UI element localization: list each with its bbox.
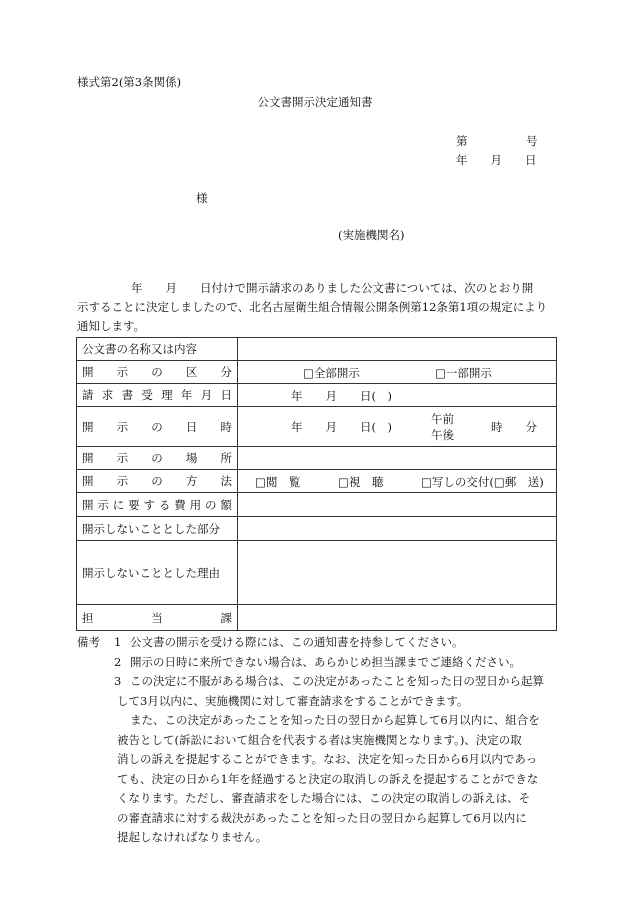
value-document-name[interactable]: [238, 338, 557, 361]
value-not-disclosed-reason[interactable]: [238, 541, 557, 605]
label-char: 受: [141, 388, 153, 402]
checkbox-listening[interactable]: □視 聴: [338, 475, 384, 489]
pm-label: 午後: [431, 428, 454, 442]
value-responsible-section[interactable]: [238, 605, 557, 631]
label-char: 日: [220, 388, 232, 402]
intro-line-2: 示することに決定しましたので、北名古屋衛生組合情報公開条例第12条第1項の規定により: [77, 300, 548, 314]
label-char: 示: [116, 474, 129, 488]
note-3-line-6: ても、決定の日から1年を経過すると決定の取消しの訴えを提起することができな: [117, 771, 539, 786]
value-category: [238, 361, 557, 384]
label-disclosure-place: [77, 447, 238, 470]
label-not-disclosed-part: 開示しないこととした部分: [77, 517, 238, 541]
checkbox-partial-disclosure[interactable]: □一部開示: [435, 366, 492, 380]
label-char: の: [205, 497, 217, 512]
label-char: 所: [220, 451, 232, 465]
label-char: 分: [220, 365, 232, 379]
label-char: 方: [185, 474, 198, 488]
row-disclosure-datetime: [77, 407, 557, 447]
label-char: 示: [116, 419, 129, 434]
label-char: 額: [220, 497, 232, 512]
label-char: す: [143, 497, 155, 512]
am-label: 午前: [431, 412, 454, 426]
label-char: 示: [116, 365, 129, 379]
addressee: 様: [196, 191, 208, 205]
label-document-name: 公文書の名称又は内容: [77, 338, 238, 361]
label-char: 要: [128, 497, 140, 512]
label-not-disclosed-reason: 開示しないこととした理由: [77, 541, 238, 605]
note-3-line-9: 提起しなければなりません。: [117, 830, 268, 844]
label-char: の: [151, 451, 163, 465]
note-3-line-4: 被告として(訴訟において組合を代表する者は実施機関となります。)、決定の取: [117, 732, 522, 747]
row-category: [77, 361, 557, 384]
label-char: 用: [189, 497, 202, 512]
row-disclosure-method: [77, 470, 557, 493]
row-disclosure-cost: [77, 493, 557, 517]
checkbox-copy-delivery[interactable]: □写しの交付(□郵 送): [421, 475, 544, 489]
label-disclosure-cost: [77, 493, 238, 517]
note-1-text: 公文書の開示を受ける際には、この通知書を持参してください。: [130, 635, 464, 649]
note-2-number: 2: [114, 654, 122, 669]
label-char: 担: [82, 610, 94, 625]
label-char: 示: [116, 451, 129, 465]
label-char: る: [158, 497, 171, 512]
notes-section: [77, 633, 557, 848]
label-char: 理: [161, 388, 173, 402]
note-1-number: 1: [114, 635, 122, 649]
value-disclosure-datetime[interactable]: [238, 407, 557, 447]
label-char: 当: [151, 610, 163, 625]
value-disclosure-cost[interactable]: [238, 493, 557, 517]
disclosure-time-text: 時 分: [491, 420, 537, 434]
value-not-disclosed-part[interactable]: [238, 517, 557, 541]
checkbox-full-disclosure[interactable]: □全部開示: [303, 366, 360, 380]
label-char: 書: [121, 388, 134, 402]
label-char: 年: [180, 388, 193, 402]
label-char: 求: [101, 388, 114, 402]
label-char: 開: [82, 474, 94, 488]
label-char: に: [112, 497, 125, 512]
document-title: 公文書開示決定通知書: [257, 95, 373, 109]
label-char: の: [151, 365, 163, 379]
label-char: 日: [185, 419, 198, 434]
label-disclosure-datetime: [77, 407, 238, 447]
note-3-number: 3: [114, 674, 122, 688]
label-char: の: [151, 419, 163, 434]
label-char: 請: [82, 388, 94, 402]
document-number-prefix: 第: [456, 134, 468, 148]
label-category: [77, 361, 238, 384]
label-responsible-section: [77, 605, 238, 631]
row-responsible-section: [77, 605, 557, 631]
note-3-line-7: くなります。ただし、審査請求をした場合には、この決定の取消しの訴えは、そ: [117, 791, 531, 805]
value-disclosure-method: [238, 470, 557, 493]
disclosure-date-text: 年 月 日( ): [291, 420, 392, 434]
label-disclosure-method: [77, 470, 238, 493]
intro-line-3: 通知します。: [77, 319, 146, 333]
label-char: 開: [82, 451, 94, 465]
intro-line-1: 年 月 日付けで開示請求のありました公文書については、次のとおり開: [131, 281, 534, 295]
label-char: の: [151, 474, 163, 488]
intro-paragraph: [77, 279, 557, 336]
value-disclosure-place[interactable]: [238, 447, 557, 470]
label-char: 区: [185, 365, 198, 379]
row-not-disclosed-reason: [77, 541, 557, 605]
label-request-date: [77, 384, 238, 407]
document-number-suffix: 号: [526, 134, 538, 148]
checkbox-viewing[interactable]: □閲 覧: [255, 475, 301, 489]
label-char: 開: [82, 497, 94, 512]
label-char: 場: [185, 451, 198, 465]
note-3-line-5: 消しの訴えを提起することができます。なお、決定を知った日から6月以内であっ: [117, 752, 538, 766]
value-request-date[interactable]: [238, 384, 557, 407]
disclosure-form-table: [76, 337, 557, 631]
document-date: 年 月 日: [456, 153, 537, 167]
notes-heading: 備考: [77, 635, 100, 649]
label-char: 示: [97, 497, 109, 512]
label-char: 開: [82, 419, 94, 434]
label-char: 月: [200, 388, 213, 402]
label-char: 開: [82, 365, 94, 379]
form-number: 様式第2(第3条関係): [77, 75, 182, 89]
label-char: 課: [220, 610, 232, 625]
note-2-text: 開示の日時に来所できない場合は、あらかじめ担当課までご連絡ください。: [130, 654, 521, 669]
label-char: 時: [220, 419, 232, 434]
row-document-name: [77, 338, 557, 361]
label-char: 法: [220, 474, 232, 488]
document-number: [456, 133, 538, 149]
row-request-date: [77, 384, 557, 407]
note-3-line-2: して3月以内に、実施機関に対して審査請求をすることができます。: [117, 693, 469, 708]
note-3-line-1: この決定に不服がある場合は、この決定があったことを知った日の翌日から起算: [130, 674, 544, 688]
label-char: 費: [174, 497, 186, 512]
row-disclosure-place: [77, 447, 557, 470]
note-3-line-3: また、この決定があったことを知った日の翌日から起算して6月以内に、組合を: [130, 713, 540, 727]
row-not-disclosed-part: [77, 517, 557, 541]
agency-name: (実施機関名): [338, 228, 405, 242]
request-date-text: 年 月 日( ): [291, 389, 392, 403]
note-3-line-8: の審査請求に対する裁決があったことを知った日の翌日から起算して6月以内に: [117, 810, 527, 825]
